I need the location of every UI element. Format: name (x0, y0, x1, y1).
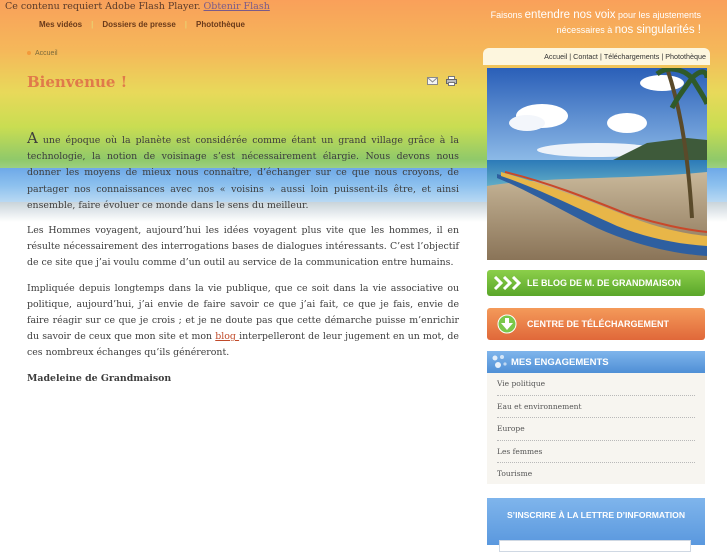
page-tools (427, 76, 457, 86)
printer-icon[interactable] (446, 76, 457, 86)
blog-link[interactable]: blog (215, 331, 240, 343)
newsletter-email-input[interactable] (499, 540, 691, 552)
download-center-label: CENTRE DE TÉLÉCHARGEMENT (527, 319, 670, 329)
top-nav (39, 20, 254, 29)
signature: Madeleine de Grandmaison (27, 372, 172, 384)
engagements-title: MES ENGAGEMENTS (511, 356, 609, 368)
topnav-separator: | (184, 20, 188, 29)
breadcrumb (27, 50, 58, 57)
blog-banner-label: LE BLOG DE M. DE GRANDMAISON (527, 278, 682, 288)
download-arrow-icon (487, 314, 527, 334)
right-column-links: Accueil | Contact | Téléchargements | Photothèque (483, 48, 710, 65)
paragraph-intro: A une époque où la planète est considérée comme étant un grand village grâce à la technologie, la notion de voisinage s’est nécessairement élargie. Nous devons nous donner les moyens de mieux nous connaître, d’échanger sur ce que nous croyons, de partager nos connaissances avec nos « voisins » aussi loin puissent-ils être, et ainsi ensemble, faire évoluer ce monde dans le sens du meilleur. (27, 129, 459, 211)
bubbles-icon (491, 354, 509, 370)
newsletter-panel (487, 498, 705, 545)
link-accueil[interactable]: Accueil (544, 52, 568, 61)
breadcrumb-home[interactable]: Accueil (35, 50, 58, 57)
engagement-item[interactable]: Vie politique (497, 373, 695, 396)
paragraph-3: Impliquée depuis longtemps dans la vie publique, que ce soit dans la vie associative ou politique, aujourd’hui, j’ai envie de faire savoir ce que j’ai fait, ce que je fais, envie de faire réagir sur ce que je crois ; et je ne doute pas que cette démarche puisse m’enrichir du savoir de ceux que mon site et mon blog interpelleront de leur jugement en un mot, de ces nombreux échanges qu’ils généreront. (27, 282, 459, 359)
slogan (481, 8, 701, 38)
bullet-icon (27, 51, 31, 55)
paragraph-2: Les Hommes voyagent, aujourd’hui les idées voyagent plus vite que les hommes, il en résulte nécessairement des interrogations bases de dialogues intéressants. C’est l’objectif de ce site que j’ai voulu comme d’un outil au service de la communication entre humains. (27, 225, 459, 269)
slogan-line-2: nécessaires à nos singularités ! (556, 24, 701, 36)
engagement-item[interactable]: Tourisme (497, 469, 533, 479)
flash-notice (5, 1, 270, 12)
topnav-videos[interactable]: Mes vidéos (39, 20, 83, 29)
topnav-press[interactable]: Dossiers de presse (102, 20, 176, 29)
engagement-item[interactable]: Europe (497, 418, 695, 441)
slogan-line-1: Faisons entendre nos voix pour les ajustements (490, 9, 701, 21)
main-content (27, 130, 459, 396)
newsletter-title: S’INSCRIRE À LA LETTRE D’INFORMATION (506, 510, 686, 520)
engagements-panel (487, 351, 705, 484)
link-telechargements[interactable]: Téléchargements (603, 52, 660, 61)
arrows-icon (487, 276, 527, 290)
engagement-item[interactable]: Les femmes (497, 441, 695, 464)
engagement-item[interactable]: Eau et environnement (497, 396, 695, 419)
envelope-icon[interactable] (427, 76, 438, 86)
download-center-button[interactable] (487, 308, 705, 340)
page-title: Bienvenue ! (27, 73, 128, 91)
engagements-list (487, 373, 705, 485)
link-contact[interactable]: Contact (573, 52, 598, 61)
get-flash-link[interactable]: Obtenir Flash (203, 1, 270, 12)
flash-notice-text: Ce contenu requiert Adobe Flash Player. (5, 1, 201, 12)
blog-banner-button[interactable] (487, 270, 705, 296)
engagements-header (487, 351, 705, 373)
beach-boat-photo (487, 68, 707, 260)
link-phototheque[interactable]: Photothèque (665, 52, 706, 61)
topnav-photos[interactable]: Photothèque (196, 20, 245, 29)
topnav-separator: | (91, 20, 94, 29)
